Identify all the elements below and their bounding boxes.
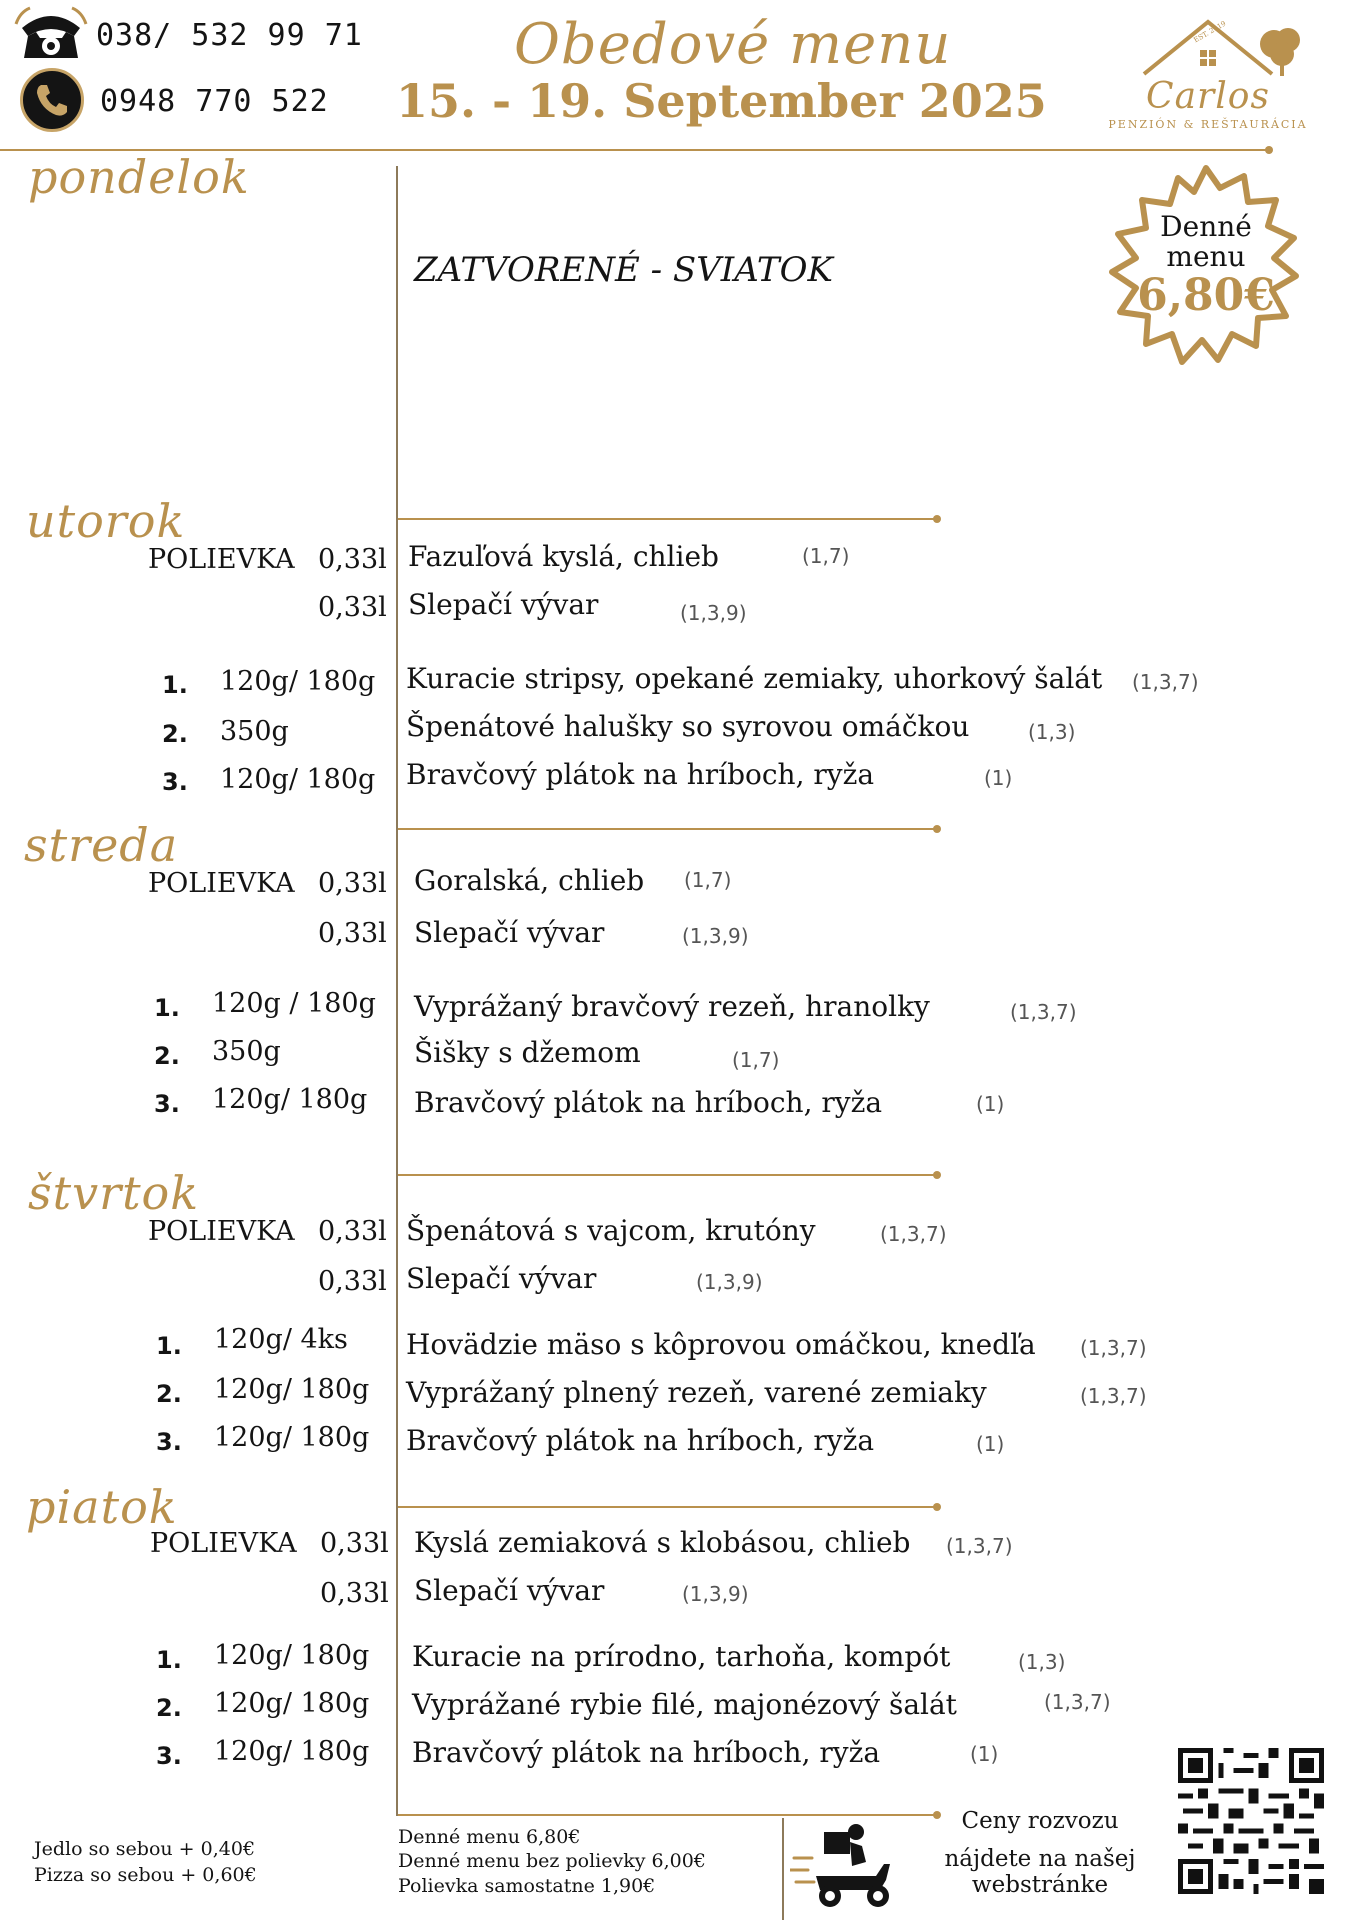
main-portion: 120g/ 180g — [220, 666, 376, 697]
soup-portion: 0,33l — [318, 544, 387, 575]
soup-allergens: (1,7) — [684, 868, 732, 892]
takeaway-food-surcharge: Jedlo so sebou + 0,40€ — [34, 1838, 256, 1860]
main-dish: Vyprážaný bravčový rezeň, hranolky — [414, 990, 930, 1023]
soup-label: POLIEVKA — [148, 1216, 295, 1247]
main-portion: 120g/ 180g — [214, 1422, 370, 1453]
main-allergens: (1) — [984, 766, 1013, 790]
main-dish: Bravčový plátok na hríboch, ryža — [414, 1086, 883, 1119]
tuesday-divider — [398, 518, 938, 520]
phone-number-landline[interactable]: 038/ 532 99 71 — [96, 18, 363, 53]
main-dish: Bravčový plátok na hríboch, ryža — [412, 1736, 881, 1769]
price-daily-menu: Denné menu 6,80€ — [398, 1826, 581, 1848]
soup-allergens: (1,3,7) — [946, 1534, 1013, 1558]
main-number: 2. — [162, 720, 188, 748]
soup-dish: Špenátová s vajcom, krutóny — [406, 1214, 816, 1247]
day-name-monday: pondelok — [28, 150, 250, 204]
main-portion: 120g/ 4ks — [214, 1324, 348, 1355]
soup-allergens: (1,3,7) — [880, 1222, 947, 1246]
soup-portion: 0,33l — [318, 1266, 387, 1297]
main-dish: Kuracie na prírodno, tarhoňa, kompót — [412, 1640, 951, 1673]
soup-label: POLIEVKA — [148, 544, 295, 575]
main-number: 3. — [154, 1090, 180, 1118]
main-portion: 120g/ 180g — [214, 1374, 370, 1405]
main-portion: 350g — [220, 716, 289, 747]
soup-portion: 0,33l — [318, 592, 387, 623]
soup-portion: 0,33l — [318, 1216, 387, 1247]
day-name-wednesday: streda — [24, 818, 179, 872]
badge-line2: menu — [1166, 240, 1246, 273]
main-dish: Vyprážané rybie filé, majonézový šalát — [412, 1688, 957, 1721]
badge-line1: Denné — [1160, 210, 1252, 243]
day-name-tuesday: utorok — [26, 494, 186, 548]
main-portion: 120g/ 180g — [214, 1640, 370, 1671]
soup-dish: Fazuľová kyslá, chlieb — [408, 540, 719, 573]
main-allergens: (1) — [976, 1432, 1005, 1456]
logo-est: EST. 2019 — [1192, 19, 1228, 45]
main-allergens: (1,7) — [732, 1048, 780, 1072]
soup-dish: Slepačí vývar — [414, 916, 605, 949]
main-number: 1. — [156, 1646, 182, 1674]
main-dish: Šišky s džemom — [414, 1036, 641, 1069]
delivery-info-line2: nájdete na našej — [944, 1846, 1136, 1872]
main-number: 3. — [162, 768, 188, 796]
soup-dish: Slepačí vývar — [408, 588, 599, 621]
main-portion: 350g — [212, 1036, 281, 1067]
main-allergens: (1) — [976, 1092, 1005, 1116]
main-portion: 120g/ 180g — [214, 1688, 370, 1719]
delivery-info-line1: Ceny rozvozu — [961, 1808, 1119, 1834]
main-allergens: (1,3) — [1018, 1650, 1066, 1674]
date-range: 15. - 19. September 2025 — [396, 74, 1047, 128]
main-number: 1. — [154, 994, 180, 1022]
main-number: 1. — [162, 671, 188, 699]
main-allergens: (1,3,7) — [1080, 1336, 1147, 1360]
soup-portion: 0,33l — [320, 1528, 389, 1559]
main-allergens: (1,3,7) — [1132, 670, 1199, 694]
house-tree-logo-icon — [1096, 14, 1320, 84]
main-number: 2. — [156, 1380, 182, 1408]
soup-allergens: (1,3,9) — [682, 1582, 749, 1606]
footer-column-divider — [782, 1818, 784, 1920]
qr-code-icon[interactable] — [1178, 1748, 1324, 1894]
soup-allergens: (1,3,9) — [680, 601, 747, 625]
main-number: 3. — [156, 1428, 182, 1456]
landline-phone-icon — [14, 6, 88, 64]
main-allergens: (1,3,7) — [1010, 1000, 1077, 1024]
mobile-phone-icon — [20, 68, 84, 132]
logo-name: Carlos — [1146, 76, 1270, 117]
main-dish: Bravčový plátok na hríboch, ryža — [406, 1424, 875, 1457]
soup-portion: 0,33l — [320, 1578, 389, 1609]
friday-divider — [398, 1506, 938, 1508]
price-soup-only: Polievka samostatne 1,90€ — [398, 1875, 656, 1897]
main-allergens: (1) — [970, 1742, 999, 1766]
main-portion: 120g/ 180g — [220, 764, 376, 795]
takeaway-pizza-surcharge: Pizza so sebou + 0,60€ — [34, 1864, 257, 1886]
main-portion: 120g/ 180g — [212, 1084, 368, 1115]
price-menu-no-soup: Denné menu bez polievky 6,00€ — [398, 1850, 706, 1872]
main-allergens: (1,3,7) — [1044, 1690, 1111, 1714]
soup-allergens: (1,7) — [802, 544, 850, 568]
main-portion: 120g / 180g — [212, 988, 376, 1019]
soup-label: POLIEVKA — [148, 868, 295, 899]
soup-dish: Kyslá zemiaková s klobásou, chlieb — [414, 1526, 911, 1559]
monday-closed-notice: ZATVORENÉ - SVIATOK — [414, 250, 833, 290]
soup-portion: 0,33l — [318, 918, 387, 949]
soup-portion: 0,33l — [318, 868, 387, 899]
main-allergens: (1,3) — [1028, 720, 1076, 744]
price-badge — [1094, 164, 1318, 376]
main-number: 3. — [156, 1742, 182, 1770]
day-name-friday: piatok — [26, 1480, 178, 1534]
main-number: 2. — [154, 1042, 180, 1070]
column-divider — [396, 166, 398, 1816]
phone-number-mobile[interactable]: 0948 770 522 — [100, 84, 329, 119]
day-name-thursday: štvrtok — [28, 1166, 200, 1220]
main-allergens: (1,3,7) — [1080, 1384, 1147, 1408]
logo-subtitle: PENZIÓN & REŠTAURÁCIA — [1108, 118, 1308, 131]
main-dish: Bravčový plátok na hríboch, ryža — [406, 758, 875, 791]
wednesday-divider — [398, 828, 938, 830]
main-number: 1. — [156, 1332, 182, 1360]
delivery-info-line3: webstránke — [971, 1872, 1109, 1898]
soup-dish: Slepačí vývar — [406, 1262, 597, 1295]
menu-title: Obedové menu — [514, 12, 952, 77]
soup-dish: Slepačí vývar — [414, 1574, 605, 1607]
main-portion: 120g/ 180g — [214, 1736, 370, 1767]
soup-allergens: (1,3,9) — [682, 924, 749, 948]
delivery-scooter-icon — [790, 1818, 900, 1914]
main-number: 2. — [156, 1694, 182, 1722]
badge-price: 6,80€ — [1137, 270, 1275, 321]
restaurant-logo — [1096, 14, 1320, 134]
thursday-divider — [398, 1174, 938, 1176]
main-dish: Vyprážaný plnený rezeň, varené zemiaky — [406, 1376, 987, 1409]
main-dish: Hovädzie mäso s kôprovou omáčkou, knedľa — [406, 1328, 1036, 1361]
soup-label: POLIEVKA — [150, 1528, 297, 1559]
main-dish: Kuracie stripsy, opekané zemiaky, uhorkový šalát — [406, 662, 1103, 695]
soup-dish: Goralská, chlieb — [414, 864, 645, 897]
soup-allergens: (1,3,9) — [696, 1270, 763, 1294]
main-dish: Špenátové halušky so syrovou omáčkou — [406, 710, 970, 743]
footer-divider — [398, 1814, 938, 1816]
